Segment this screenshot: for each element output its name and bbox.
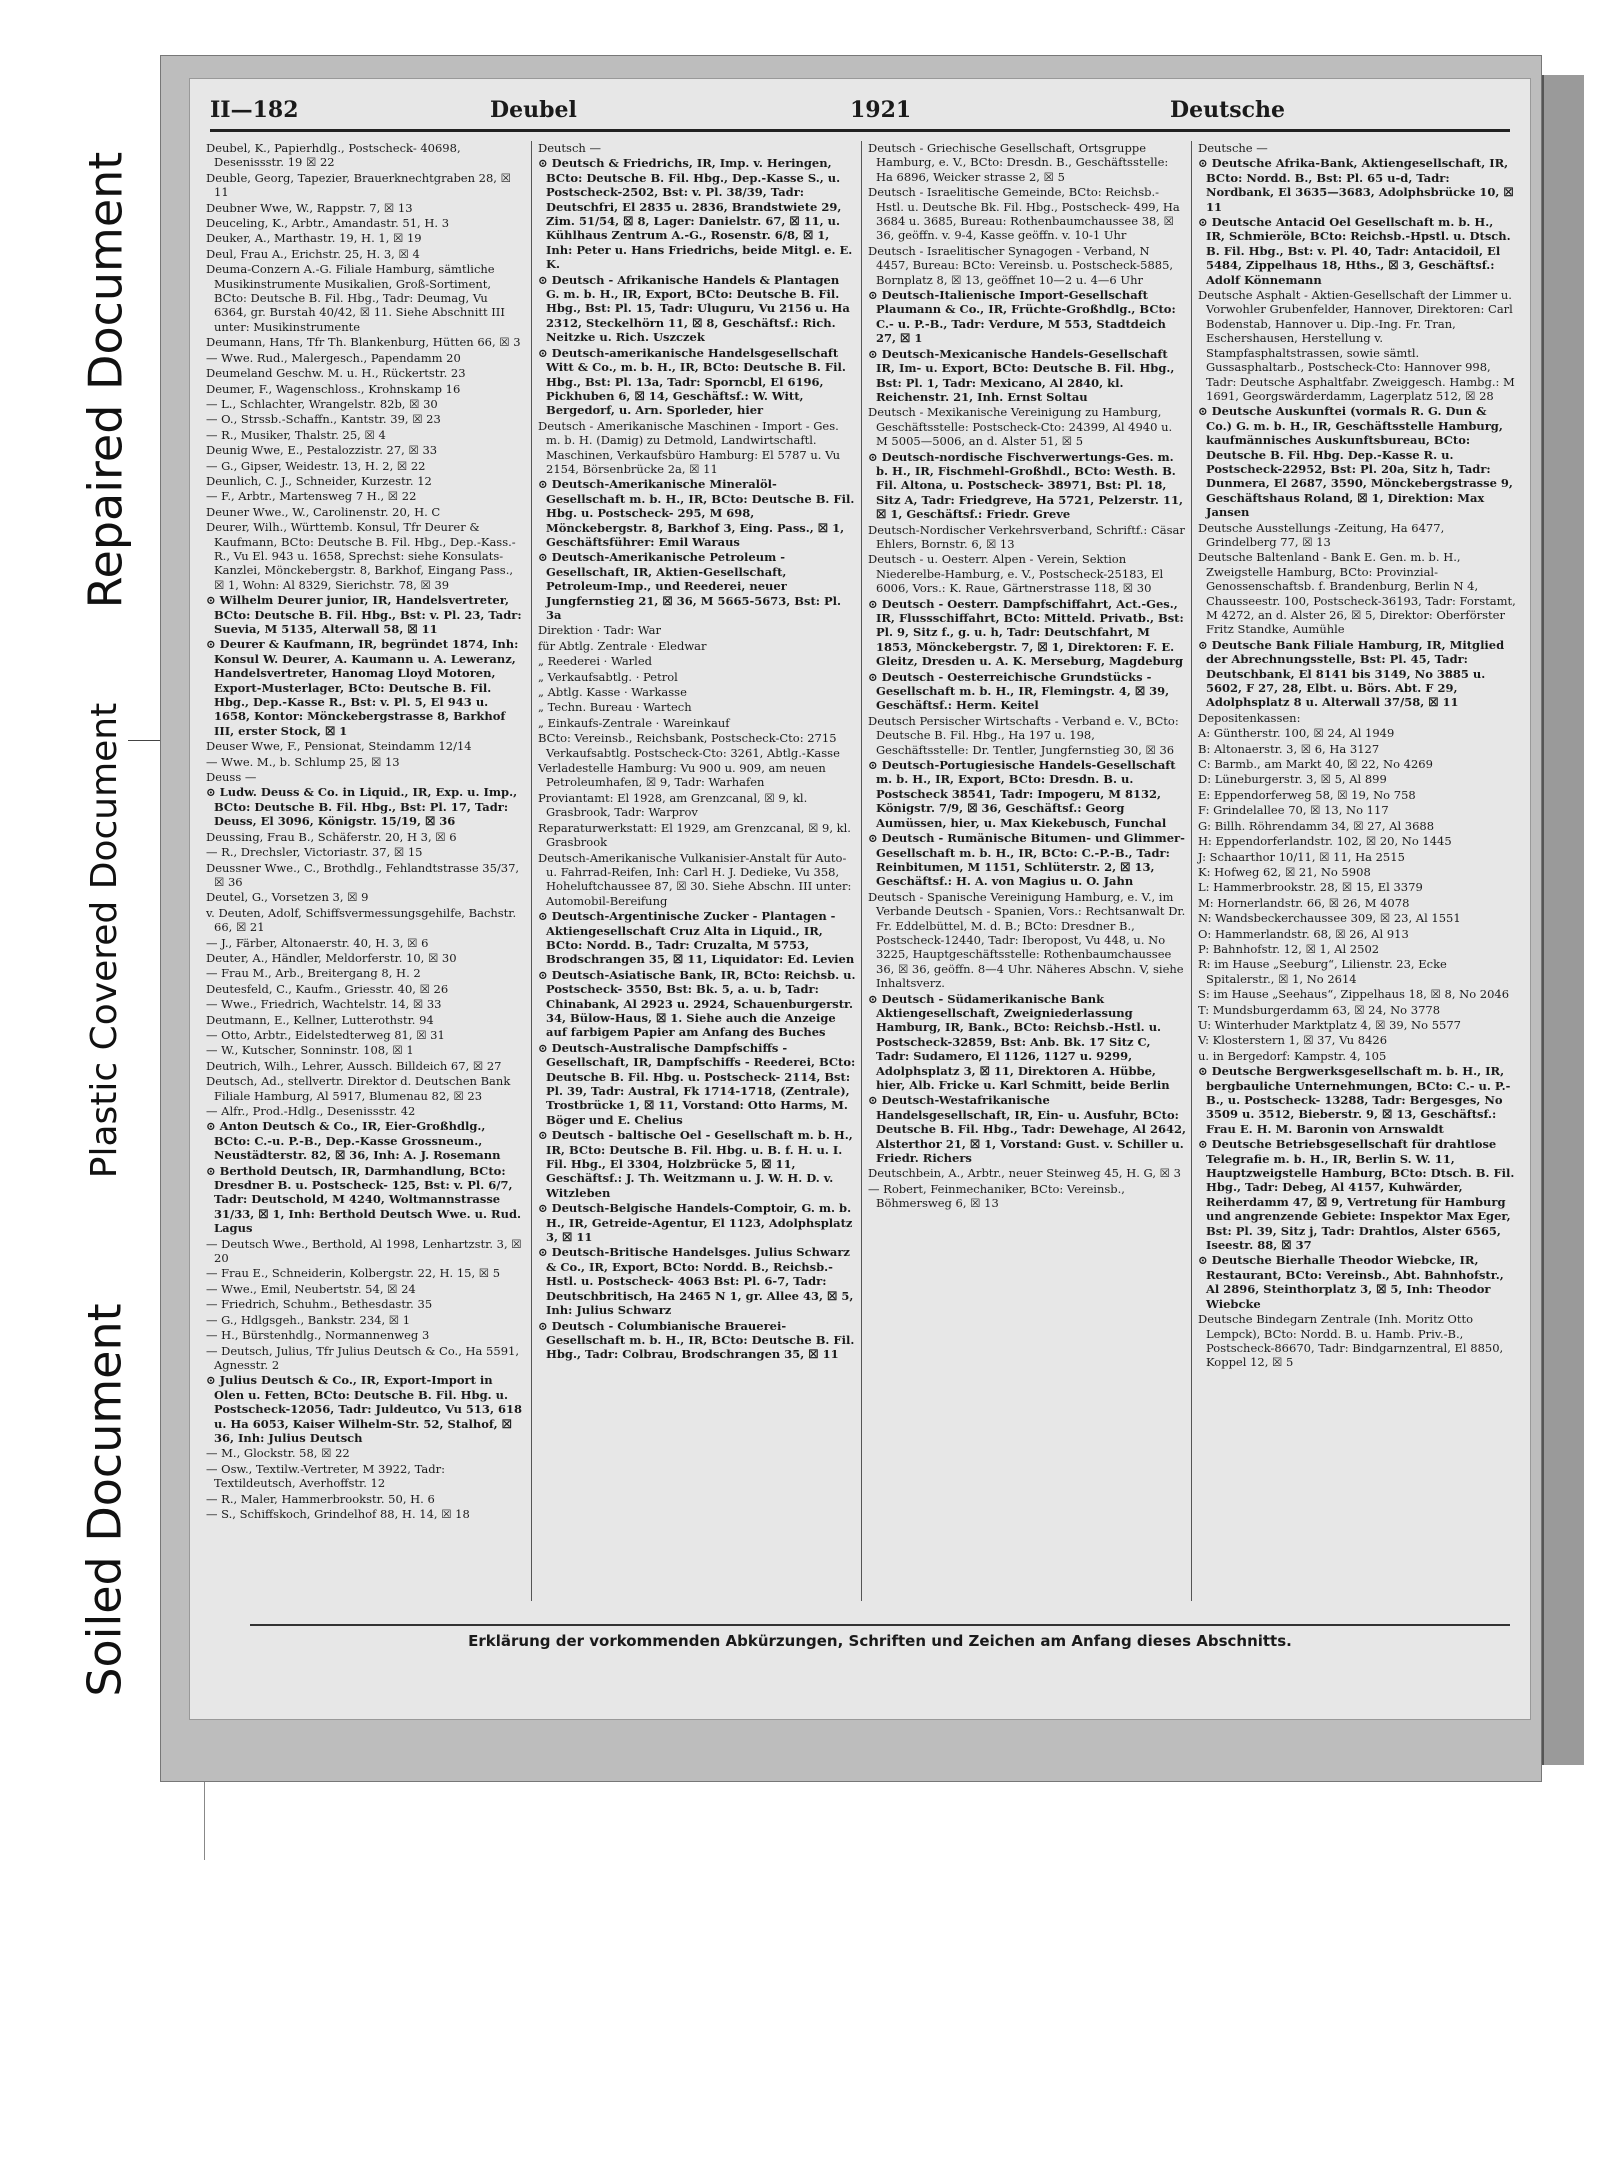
directory-entry: — Alfr., Prod.-Hdlg., Desenissstr. 42 — [206, 1104, 416, 1118]
column-4 — [1191, 141, 1516, 1601]
directory-entry: Deutsch - Spanische Vereinigung Hamburg, e. V., im Verbande Deutsch - Spanien, Vors.: Rechtsanwalt Dr. Fr. Eddelbüttel, M. d. B.; BCto: Dresdner B., Postscheck-12440, Tadr: Iberopost, Vu 448, u. No 3225, Hauptgeschäftsstelle: Rothenbaumchaussee 36, ☒ 36, geöffn. 8—4 Uhr. Näheres Abschn. V, siehe Inhaltsverz. — [868, 889, 1186, 991]
label-soiled-document: Soiled Document — [78, 1303, 132, 1697]
directory-entry: E: Eppendorferweg 58, ☒ 19, No 758 — [1198, 787, 1416, 802]
directory-entry: ⊙ Deutsch-Portugiesische Handels-Gesellschaft m. b. H., IR, Export, BCto: Dresdn. B. u. Postscheck 38541, Tadr: Impogeru, M 8132, Königstr. 7/9, ☒ 36, Geschäftsf.: Georg Aumüssen, hier, u. Max Kiekebusch, Funchal — [868, 758, 1176, 830]
header-year: 1921 — [850, 97, 912, 123]
directory-entry: ⊙ Deutsche Antacid Oel Gesellschaft m. b. H., IR, Schmieröle, BCto: Reichsb.-Hpstl. u. Dtsch. B. Fil. Hbg., Bst: v. Pl. 40, Tadr: Antacidoil, El 5484, Zippelhaus 18, Hths., ☒ 3, Geschäftsf.: Adolf Könnemann — [1198, 215, 1511, 287]
label-repaired-document: Repaired Document — [78, 151, 133, 609]
directory-entry: für Abtlg. Zentrale · Eledwar — [538, 638, 707, 653]
directory-entry: Deuble, Georg, Tapezier, Brauerknechtgraben 28, ☒ 11 — [206, 170, 511, 200]
label-plastic-covered-document: Plastic Covered Document — [84, 702, 126, 1178]
directory-entry: ⊙ Deutsch-Amerikanische Petroleum - Gesellschaft, IR, Aktien-Gesellschaft, Petroleum-Imp., und Reederei, neuer Jungfernstieg 21, ☒ 36, M 5665-5673, Bst: Pl. 3a — [538, 550, 842, 622]
directory-entry: ⊙ Deutsch-Westafrikanische Handelsgesellschaft, IR, Ein- u. Ausfuhr, BCto: Deutsche B. Fil. Hbg., Tadr: Dewehage, Al 2642, Alsterthor 21, ☒ 1, Vorstand: Gust. v. Schiller u. Friedr. Richers — [868, 1093, 1186, 1166]
directory-entry: R: im Hause „Seeburg“, Lilienstr. 23, Ecke Spitalerstr., ☒ 1, No 2614 — [1198, 957, 1447, 986]
directory-entry: ⊙ Julius Deutsch & Co., IR, Export-Import in Olen u. Fetten, BCto: Deutsche B. Fil. Hbg. u. Postscheck-12056, Tadr: Juldeutco, Vu 513, 618 u. Ha 6053, Kaiser Wilhelm-Str. 52, Stalhof, ☒ 36, Inh: Julius Deutsch — [206, 1373, 522, 1445]
directory-entry: „ Reederei · Warled — [538, 654, 653, 669]
directory-entry: Deutsche Ausstellungs -Zeitung, Ha 6477, Grindelberg 77, ☒ 13 — [1198, 520, 1445, 549]
directory-entry: — Deutsch Wwe., Berthold, Al 1998, Lenhartzstr. 3, ☒ 20 — [206, 1236, 522, 1266]
directory-entry: ⊙ Deutsche Bergwerksgesellschaft m. b. H., IR, bergbauliche Unternehmungen, BCto: C.- u. P.-B., u. Postscheck- 13288, Tadr: Bergesges, No 3509 u. 3512, Bieberstr. 9, ☒ 13, Geschäftsf.: Frau E. H. M. Baronin von Arnswaldt — [1198, 1064, 1511, 1136]
column-1 — [206, 141, 524, 1601]
header-left-word: Deubel — [490, 97, 577, 123]
directory-entry: Deubel, K., Papierhdlg., Postscheck- 40698, Desenissstr. 19 ☒ 22 — [206, 141, 461, 170]
directory-entry: ⊙ Deutsch - Rumänische Bitumen- und Glimmer-Gesellschaft m. b. H., IR, BCto: C.-P.-B., Tadr: Reinbitumen, M 1151, Schlüterstr. 2, ☒ 13, Geschäftsf.: H. A. von Magius u. O. Jahn — [868, 831, 1185, 889]
directory-entry: u. in Bergedorf: Kampstr. 4, 105 — [1198, 1048, 1387, 1063]
directory-entry: ⊙ Deutsch-Australische Dampfschiffs - Gesellschaft, IR, Dampfschiffs - Reederei, BCto: Deutsche B. Fil. Hbg. u. Postscheck- 2114, Bst: Pl. 39, Tadr: Austral, Fk 1714-1718, (Zentrale), Trostbrücke 1, ☒ 11, Vorstand: Otto Harms, M. Böger und E. Chelius — [538, 1040, 856, 1127]
directory-entry: B: Altonaerstr. 3, ☒ 6, Ha 3127 — [1198, 741, 1380, 756]
directory-entry: O: Hammerlandstr. 68, ☒ 26, Al 913 — [1198, 926, 1409, 941]
directory-entry: ⊙ Anton Deutsch & Co., IR, Eier-Großhdlg., BCto: C.-u. P.-B., Dep.-Kasse Grossneum., Neustädterstr. 82, ☒ 36, Inh: A. J. Rosemann — [206, 1119, 501, 1163]
directory-entry: — Wwe., Emil, Neubertstr. 54, ☒ 24 — [206, 1281, 416, 1296]
directory-entry: Deutsch-Nordischer Verkehrsverband, Schriftf.: Cäsar Ehlers, Bornstr. 6, ☒ 13 — [868, 522, 1185, 551]
directory-entry: „ Verkaufsabtlg. · Petrol — [538, 669, 678, 684]
directory-entry: H: Eppendorferlandstr. 102, ☒ 20, No 1445 — [1198, 834, 1452, 849]
annotation-sidebar — [60, 100, 150, 1800]
directory-entry: ⊙ Deutsch - Columbianische Brauerei-Gesellschaft m. b. H., IR, BCto: Deutsche B. Fil. Hbg., Tadr: Colbrau, Brodschrangen 35, ☒ 11 — [538, 1318, 855, 1362]
directory-entry: ⊙ Deutsch-Mexicanische Handels-Gesellschaft IR, Im- u. Export, BCto: Deutsche B. Fil. Hbg., Bst: Pl. 1, Tadr: Mexicano, Al 2840, kl. Reichenstr. 21, Inh. Ernst Soltau — [868, 346, 1175, 404]
directory-entry: ⊙ Deurer & Kaufmann, IR, begründet 1874, Inh: Konsul W. Deurer, A. Kaumann u. A. Leweranz, Handelsvertreter, Hanomag Lloyd Motoren, Export-Musterlager, BCto: Deutsche B. Fil. Hbg., Dep.-Kasse R., Bst: v. Pl. 5, El 943 u. 1658, Kontor: Mönckebergstrasse 8, Barkhof III, erster Stock, ☒ 1 — [206, 637, 519, 738]
directory-entry: ⊙ Deutsch - Oesterr. Dampfschiffahrt, Act.-Ges., IR, Flussschiffahrt, BCto: Mitteld. Privatb., Bst: Pl. 9, Sitz f., g. u. h, Tadr: Deutschfahrt, M 1853, Mönckebergstr. 7, ☒ 1, Direktoren: F. E. Gleitz, Dresden u. A. K. Merseburg, Magdeburg — [868, 596, 1184, 669]
directory-entry: Deutsche Bindegarn Zentrale (Inh. Moritz Otto Lempck), BCto: Nordd. B. u. Hamb. Priv.-B., Postscheck-86670, Tadr: Bindgarnzentral, El 8850, Koppel 12, ☒ 5 — [1198, 1312, 1504, 1370]
directory-entry: ⊙ Berthold Deutsch, IR, Darmhandlung, BCto: Dresdner B. u. Postscheck- 125, Bst: v. Pl. 6/7, Tadr: Deutschold, M 4240, Woltmannstrasse 31/33, ☒ 1, Inh: Berthold Deutsch Wwe. u. Rud. Lagus — [206, 1163, 522, 1236]
directory-entry: T: Mundsburgerdamm 63, ☒ 24, No 3778 — [1198, 1002, 1441, 1017]
directory-entry: — R., Maler, Hammerbrookstr. 50, H. 6 — [206, 1491, 435, 1506]
directory-entry: Deutsch Persischer Wirtschafts - Verband e. V., BCto: Deutsche B. Fil. Hbg., Ha 197 u. 198, Geschäftsstelle: Dr. Tentler, Jungfernstieg 30, ☒ 36 — [868, 713, 1179, 757]
directory-entry: Deutel, G., Vorsetzen 3, ☒ 9 — [206, 890, 369, 905]
directory-entry: — H., Bürstenhdlg., Normannenweg 3 — [206, 1328, 430, 1343]
directory-entry: Deuser Wwe, F., Pensionat, Steindamm 12/14 — [206, 739, 472, 754]
directory-entry: Deuma-Conzern A.-G. Filiale Hamburg, sämtliche Musikinstrumente Musikalien, Groß-Sortiment, BCto: Deutsche B. Fil. Hbg., Tadr: Deumag, Vu 6364, gr. Burstah 40/42, ☒ 11. Siehe Abschnitt III unter: Musikinstrumente — [206, 262, 505, 334]
directory-page — [189, 78, 1531, 1720]
directory-entry: — Robert, Feinmechaniker, BCto: Vereinsb., Böhmersweg 6, ☒ 13 — [868, 1181, 1125, 1211]
directory-entry: Deunig Wwe, E., Pestalozzistr. 27, ☒ 33 — [206, 443, 438, 458]
directory-entry: ⊙ Deutsch-Belgische Handels-Comptoir, G. m. b. H., IR, Getreide-Agentur, El 1123, Adolphsplatz 3, ☒ 11 — [538, 1201, 853, 1245]
directory-entry: Deunlich, C. J., Schneider, Kurzestr. 12 — [206, 473, 432, 488]
directory-entry: Deubner Wwe, W., Rappstr. 7, ☒ 13 — [206, 200, 413, 215]
directory-entry: Deuker, A., Marthastr. 19, H. 1, ☒ 19 — [206, 231, 422, 246]
directory-entry: ⊙ Deutsch-amerikanische Handelsgesellschaft Witt & Co., m. b. H., IR, BCto: Deutsche B. Fil. Hbg., Bst: Pl. 13a, Tadr: Sporncbl, El 6196, Pickhuben 6, ☒ 14, Geschäftsf.: W. Witt, Bergedorf, u. Arn. Sporleder, hier — [538, 345, 846, 418]
directory-entry: ⊙ Deutsche Bank Filiale Hamburg, IR, Mitglied der Abrechnungsstelle, Bst: Pl. 45, Tadr: Deutschbank, El 8141 bis 3149, No 3885 u. 5602, F 27, 28, Elbt. u. Börs. Abt. F 29, Adolphsplatz 8 u. Alterwall 37/58, ☒ 11 — [1198, 637, 1505, 710]
directory-entry: F: Grindelallee 70, ☒ 13, No 117 — [1198, 803, 1389, 818]
directory-entry: Deutsch - Israelitische Gemeinde, BCto: Reichsb.-Hstl. u. Deutsche Bk. Fil. Hbg., Postscheck- 499, Ha 3684 u. 3685, Bureau: Rothenbaumchaussee 38, ☒ 36, geöffn. v. 9-4, Kasse geöffn. v. 10-1 Uhr — [868, 185, 1180, 243]
directory-entry: Deurer, Wilh., Württemb. Konsul, Tfr Deurer & Kaufmann, BCto: Deutsche B. Fil. Hbg., Dep.-Kass.-R., Vu El. 943 u. 1658, Sprechst: siehe Konsulats-Kanzlei, Mönckebergstr. 8, Barkhof, Eingang Pass., ☒ 1, Wohn: Al 8329, Sierichstr. 78, ☒ 39 — [206, 520, 516, 592]
directory-entry: Deutsch-Amerikanische Vulkanisier-Anstalt für Auto- u. Fahrrad-Reifen, Inh: Carl H. J. Dedieke, Vu 358, Hoheluftchaussee 87, ☒ 30. Siehe Abschn. III unter: Automobil-Bereifung — [538, 850, 852, 908]
directory-entry: Deuner Wwe., W., Carolinenstr. 20, H. C — [206, 504, 441, 519]
directory-entry: ⊙ Deutsch-nordische Fischverwertungs-Ges. m. b. H., IR, Fischmehl-Großhdl., BCto: Westh. B. Fil. Altona, u. Postscheck- 38971, Bst: Pl. 18, Sitz A, Tadr: Friedgreve, Ha 5721, Pelzerstr. 11, ☒ 1, Geschäftsf.: Friedr. Greve — [868, 449, 1183, 522]
directory-entry: — Otto, Arbtr., Eidelstedterweg 81, ☒ 31 — [206, 1027, 445, 1042]
directory-entry: Deumann, Hans, Tfr Th. Blankenburg, Hütten 66, ☒ 3 — [206, 335, 521, 350]
header-right-word: Deutsche — [1170, 97, 1286, 123]
directory-entry: S: im Hause „Seehaus“, Zippelhaus 18, ☒ 8, No 2046 — [1198, 987, 1510, 1002]
directory-entry: J: Schaarthor 10/11, ☒ 11, Ha 2515 — [1198, 849, 1405, 864]
directory-entry: BCto: Vereinsb., Reichsbank, Postscheck-Cto: 2715 Verkaufsabtlg. Postscheck-Cto: 3261, Abtlg.-Kasse — [538, 731, 840, 760]
adjacent-page-edge — [1542, 75, 1584, 1765]
directory-entry: ⊙ Deutsch & Friedrichs, IR, Imp. v. Heringen, BCto: Deutsche B. Fil. Hbg., Dep.-Kasse S., u. Postscheck-2502, Bst: v. Pl. 38/39, Tadr: Deutschfri, El 2835 u. 2836, Brandstwiete 29, Zim. 51/54, ☒ 8, Lager: Danielstr. 67, ☒ 11, u. Kühlhaus Zentrum A.-G., Rosenstr. 6/8, ☒ 1, Inh: Peter u. Hans Friedrichs, beide Mitgl. e. E. K. — [538, 156, 853, 272]
directory-entry: — Wwe., Friedrich, Wachtelstr. 14, ☒ 33 — [206, 997, 442, 1012]
directory-entry: — Wwe. M., b. Schlump 25, ☒ 13 — [206, 754, 400, 769]
directory-entry: — F., Arbtr., Martensweg 7 H., ☒ 22 — [206, 489, 417, 504]
directory-entry: ⊙ Wilhelm Deurer junior, IR, Handelsvertreter, BCto: Deutsche B. Fil. Hbg., Bst: v. Pl. 23, Tadr: Suevia, M 5135, Alterwall 58, ☒ 11 — [206, 593, 522, 636]
directory-entry: Deutsch - Amerikanische Maschinen - Import - Ges. m. b. H. (Damig) zu Detmold, Landwirtschaftl. Maschinen, Verkaufsbüro Hamburg: El 5787 u. Vu 2154, Börsenbrücke 2a, ☒ 11 — [538, 418, 841, 476]
directory-entry: Deutsch - Mexikanische Vereinigung zu Hamburg, Geschäftsstelle: Postscheck-Cto: 24399, Al 4940 u. M 5005—5006, an d. Alster 51, ☒ 5 — [868, 405, 1173, 449]
directory-entry: Deul, Frau A., Erichstr. 25, H. 3, ☒ 4 — [206, 246, 420, 261]
directory-entry: ⊙ Deutsch - baltische Oel - Gesellschaft m. b. H., IR, BCto: Deutsche B. Fil. Hbg. u. B. f. H. u. I. Fil. Hbg., El 3304, Holzbrücke 5, ☒ 11, Geschäftsf.: J. Th. Weitzmann u. J. W. H. D. v. Witzleben — [538, 1128, 853, 1200]
directory-entry: Deutsch — — [538, 141, 601, 155]
directory-entry: — G., Gipser, Weidestr. 13, H. 2, ☒ 22 — [206, 458, 426, 473]
directory-entry: — Frau E., Schneiderin, Kolbergstr. 22, H. 15, ☒ 5 — [206, 1266, 501, 1281]
directory-entry: U: Winterhuder Marktplatz 4, ☒ 39, No 5577 — [1198, 1017, 1461, 1032]
directory-entry: Depositenkassen: — [1198, 710, 1301, 725]
directory-entry: M: Hornerlandstr. 66, ☒ 26, M 4078 — [1198, 895, 1410, 910]
directory-entry: Deutsch, Ad., stellvertr. Direktor d. Deutschen Bank Filiale Hamburg, Al 5917, Blumenau 82, ☒ 23 — [206, 1074, 511, 1103]
directory-entry: V: Klosterstern 1, ☒ 37, Vu 8426 — [1198, 1033, 1388, 1048]
directory-entry: ⊙ Deutsch - Südamerikanische Bank Aktiengesellschaft, Zweigniederlassung Hamburg, IR, Bank., BCto: Reichsb.-Hstl. u. Postscheck-32859, Bst: Anb. Bk. 17 Sitz C, Tadr: Sudamero, El 1126, 1127 u. 9299, Adolphsplatz 3, ☒ 11, Direktoren A. Hübbe, hier, Alb. Fricke u. Karl Schmitt, beide Berlin — [868, 991, 1170, 1092]
directory-entry: Deutmann, E., Kellner, Lutterothstr. 94 — [206, 1012, 434, 1027]
directory-entry: — W., Kutscher, Sonninstr. 108, ☒ 1 — [206, 1043, 414, 1058]
directory-entry: Proviantamt: El 1928, am Grenzcanal, ☒ 9, kl. Grasbrook, Tadr: Warprov — [538, 790, 808, 820]
directory-entry: v. Deuten, Adolf, Schiffsvermessungsgehilfe, Bachstr. 66, ☒ 21 — [206, 905, 517, 935]
directory-entry: — J., Färber, Altonaerstr. 40, H. 3, ☒ 6 — [206, 935, 429, 950]
directory-entry: Deumer, F., Wagenschloss., Krohnskamp 16 — [206, 381, 461, 396]
directory-entry: Direktion · Tadr: War — [538, 623, 661, 638]
directory-entry: Deuceling, K., Arbtr., Amandastr. 51, H. 3 — [206, 216, 450, 231]
directory-entry: D: Lüneburgerstr. 3, ☒ 5, Al 899 — [1198, 772, 1387, 787]
directory-entry: — L., Schlachter, Wrangelstr. 82b, ☒ 30 — [206, 396, 438, 411]
directory-columns — [206, 141, 1516, 1601]
directory-entry: — Friedrich, Schuhm., Bethesdastr. 35 — [206, 1297, 433, 1312]
directory-entry: — G., Hdlgsgeh., Bankstr. 234, ☒ 1 — [206, 1312, 411, 1327]
directory-entry: ⊙ Deutsche Bierhalle Theodor Wiebcke, IR, Restaurant, BCto: Vereinsb., Abt. Bahnhofstr., Al 2896, Steinthorplatz 3, ☒ 5, Inh: Theodor Wiebcke — [1198, 1253, 1504, 1311]
directory-entry: Verladestelle Hamburg: Vu 900 u. 909, am neuen Petroleumhafen, ☒ 9, Tadr: Warhafen — [538, 761, 826, 790]
directory-entry: P: Bahnhofstr. 12, ☒ 1, Al 2502 — [1198, 941, 1380, 956]
directory-entry: — Osw., Textilw.-Vertreter, M 3922, Tadr: Textildeutsch, Averhoffstr. 12 — [206, 1461, 445, 1491]
directory-entry: ⊙ Deutsch - Afrikanische Handels & Plantagen G. m. b. H., IR, Export, BCto: Deutsche B. Fil. Hbg., Bst: Pl. 15, Tadr: Uluguru, Vu 2156 u. Ha 2312, Steckelhörn 11, ☒ 8, Geschäftsf.: Rich. Neitzke u. Rich. Uszczek — [538, 272, 850, 345]
directory-entry: N: Wandsbeckerchaussee 309, ☒ 23, Al 1551 — [1198, 911, 1461, 926]
directory-entry: K: Hofweg 62, ☒ 21, No 5908 — [1198, 864, 1371, 879]
directory-entry: — Frau M., Arb., Breitergang 8, H. 2 — [206, 966, 421, 981]
directory-entry: ⊙ Ludw. Deuss & Co. in Liquid., IR, Exp. u. Imp., BCto: Deutsche B. Fil. Hbg., Bst: Pl. 17, Tadr: Deuss, El 3096, Königstr. 15/19, ☒ 36 — [206, 785, 518, 829]
directory-entry: Deutsch - Israelitischer Synagogen - Verband, N 4457, Bureau: BCto: Vereinsb. u. Postscheck-5885, Bornplatz 8, ☒ 13, geöffnet 10—2 u. 4—6 Uhr — [868, 243, 1174, 287]
column-2 — [531, 141, 856, 1601]
directory-entry: ⊙ Deutsch-Asiatische Bank, IR, BCto: Reichsb. u. Postscheck- 3550, Bst: Bk. 5, a. u. b, Tadr: Chinabank, Al 2923 u. 2924, Schauenburgerstr. 34, Bülow-Haus, ☒ 1. Siehe auch die Anzeige auf farbigem Papier am Anfang des Buches — [538, 967, 856, 1040]
directory-entry: Deutrich, Wilh., Lehrer, Aussch. Billdeich 67, ☒ 27 — [206, 1058, 502, 1073]
directory-entry: Deuss — — [206, 770, 257, 785]
directory-entry: Deussner Wwe., C., Brothdlg., Fehlandtstrasse 35/37, ☒ 36 — [206, 860, 520, 889]
page-header — [210, 95, 1510, 132]
directory-entry: C: Barmb., am Markt 40, ☒ 22, No 4269 — [1198, 757, 1433, 772]
directory-entry: L: Hammerbrookstr. 28, ☒ 15, El 3379 — [1198, 880, 1423, 895]
directory-entry: „ Abtlg. Kasse · Warkasse — [538, 685, 687, 700]
directory-entry: Deutsch - u. Oesterr. Alpen - Verein, Sektion Niederelbe-Hamburg, e. V., Postscheck-25183, El 6006, Vors.: K. Raue, Gärtnerstrasse 118, ☒ 30 — [868, 552, 1164, 596]
directory-entry: — R., Musiker, Thalstr. 25, ☒ 4 — [206, 427, 386, 442]
directory-entry: A: Güntherstr. 100, ☒ 24, Al 1949 — [1198, 726, 1395, 741]
directory-entry: — O., Strssb.-Schaffn., Kantstr. 39, ☒ 23 — [206, 412, 441, 427]
page-footer: Erklärung der vorkommenden Abkürzungen, Schriften und Zeichen am Anfang dieses Abschnitts. — [250, 1624, 1510, 1650]
directory-entry: — M., Glockstr. 58, ☒ 22 — [206, 1446, 350, 1461]
directory-entry: „ Techn. Bureau · Wartech — [538, 700, 692, 715]
directory-entry: ⊙ Deutsche Betriebsgesellschaft für drahtlose Telegrafie m. b. H., IR, Berlin S. W. 11, Hauptzweigstelle Hamburg, BCto: Dtsch. B. Fil. Hbg., Tadr: Debeg, Al 4157, Kuhwärder, Reiherdamm 47, ☒ 9, Vertretung für Hamburg und angrenzende Gebiete: Inspektor Max Eger, Bst: Pl. 39, Sitz j, Tadr: Drahtlos, Alster 6565, Iseestr. 88, ☒ 37 — [1198, 1137, 1515, 1253]
directory-entry: Deussing, Frau B., Schäferstr. 20, H 3, ☒ 6 — [206, 829, 457, 844]
directory-entry: ⊙ Deutsche Auskunftei (vormals R. G. Dun & Co.) G. m. b. H., IR, Geschäftsstelle Hamburg, kaufmännisches Auskunftsbureau, BCto: Deutsche B. Fil. Hbg. Dep.-Kasse R. u. Postscheck-22952, Bst: Pl. 20a, Sitz h, Tadr: Dunmera, El 2687, 3590, Mönckebergstrasse 9, Geschäftshaus Roland, ☒ 1, Direktion: Max Jansen — [1198, 404, 1513, 520]
directory-entry: Deutesfeld, C., Kaufm., Griesstr. 40, ☒ 26 — [206, 981, 449, 996]
directory-entry: Deutsche Baltenland - Bank E. Gen. m. b. H., Zweigstelle Hamburg, BCto: Provinzial-Genossenschaftsb. f. Brandenburg, Berlin N 4, Chausseestr. 100, Postscheck-36193, Tadr: Forstamt, M 4272, an d. Alster 26, ☒ 5, Direktor: Oberförster Fritz Standke, Aumühle — [1198, 550, 1516, 637]
directory-entry: ⊙ Deutsche Afrika-Bank, Aktiengesellschaft, IR, BCto: Nordd. B., Bst: Pl. 65 u-d, Tadr: Nordbank, El 3635—3683, Adolphsbrücke 10, ☒ 11 — [1198, 156, 1514, 214]
directory-entry: Reparaturwerkstatt: El 1929, am Grenzcanal, ☒ 9, kl. Grasbrook — [538, 820, 851, 850]
directory-entry: Deutschbein, A., Arbtr., neuer Steinweg 45, H. G, ☒ 3 — [868, 1166, 1181, 1181]
directory-entry: — Deutsch, Julius, Tfr Julius Deutsch & Co., Ha 5591, Agnesstr. 2 — [206, 1343, 519, 1372]
directory-entry: — R., Drechsler, Victoriastr. 37, ☒ 15 — [206, 845, 423, 860]
directory-entry: Deutsche Asphalt - Aktien-Gesellschaft der Limmer u. Vorwohler Grubenfelder, Hannover, Direktoren: Carl Bodenstab, Hannover u. Dip.-Ing. Fr. Tran, Eschershausen, Herstellung v. Stampfasphaltstrassen, sowie sämtl. Gussasphaltarb., Postscheck-Cto: Hannover 998, Tadr: Deutsche Asphaltfabr. Zweiggesch. Hambg.: M 1691, Georgswärderdamm, Lagerplatz 512, ☒ 28 — [1198, 288, 1515, 403]
directory-entry: — Wwe. Rud., Malergesch., Papendamm 20 — [206, 350, 461, 365]
directory-entry: „ Einkaufs-Zentrale · Wareinkauf — [538, 715, 730, 730]
directory-entry: Deumeland Geschw. M. u. H., Rückertstr. 23 — [206, 366, 466, 381]
directory-entry: Deuter, A., Händler, Meldorferstr. 10, ☒ 30 — [206, 950, 457, 965]
directory-entry: ⊙ Deutsch - Oesterreichische Grundstücks - Gesellschaft m. b. H., IR, Flemingstr. 4, ☒ 39, Geschäftsf.: Herm. Keitel — [868, 669, 1170, 713]
directory-entry: ⊙ Deutsch-Amerikanische Mineralöl-Gesellschaft m. b. H., IR, BCto: Deutsche B. Fil. Hbg. u. Postscheck- 295, M 698, Mönckebergstr. 8, Barkhof 3, Eing. Pass., ☒ 1, Geschäftsführer: Emil Waraus — [538, 477, 855, 549]
directory-entry: ⊙ Deutsch-Italienische Import-Gesellschaft Plaumann & Co., IR, Früchte-Großhdlg., BCto: C.- u. P.-B., Tadr: Verdure, M 553, Stadtdeich 27, ☒ 1 — [868, 288, 1176, 346]
directory-entry: G: Billh. Röhrendamm 34, ☒ 27, Al 3688 — [1198, 818, 1435, 833]
directory-entry: ⊙ Deutsch-Argentinische Zucker - Plantagen - Aktiengesellschaft Cruz Alta in Liquid., IR, BCto: Nordd. B., Tadr: Cruzalta, M 5753, Brodschrangen 35, ☒ 11, Liquidator: Ed. Levien — [538, 909, 855, 967]
directory-entry: — S., Schiffskoch, Grindelhof 88, H. 14, ☒ 18 — [206, 1506, 470, 1521]
directory-entry: ⊙ Deutsch-Britische Handelsges. Julius Schwarz & Co., IR, Export, BCto: Nordd. B., Reichsb.-Hstl. u. Postscheck- 4063 Bst: Pl. 6-7, Tadr: Deutschbritisch, Ha 2465 N 1, gr. Allee 43, ☒ 5, Inh: Julius Schwarz — [538, 1245, 854, 1318]
directory-entry: Deutsche — — [1198, 141, 1268, 155]
scanned-page — [160, 55, 1542, 1782]
page-number: II—182 — [210, 97, 299, 123]
column-3 — [861, 141, 1186, 1601]
directory-entry: Deutsch - Griechische Gesellschaft, Ortsgruppe Hamburg, e. V., BCto: Dresdn. B., Geschäftsstelle: Ha 6896, Weicker strasse 2, ☒ 5 — [868, 141, 1169, 184]
